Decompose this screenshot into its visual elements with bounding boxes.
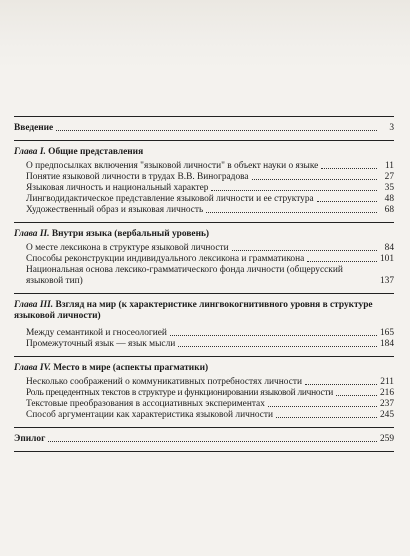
toc-entry-label: Понятие языковой личности в трудах В.В. Виноградова bbox=[26, 172, 249, 182]
toc-entry[interactable] bbox=[14, 172, 394, 183]
chapter-number: Глава I. bbox=[14, 147, 46, 157]
toc-entry-label: Национальная основа лексико-грамматического фонда личности (общерусский языковой тип) bbox=[26, 265, 343, 286]
leader-dots bbox=[206, 212, 377, 213]
chapter-title: Взгляд на мир (к характеристике лингвокогнитивного уровня в структуре языковой личности) bbox=[14, 300, 373, 321]
toc-entry[interactable] bbox=[14, 254, 394, 265]
toc-entry-label: Лингводидактическое представление языковой личности и ее структура bbox=[26, 194, 314, 204]
chapter-number: Глава III. bbox=[14, 300, 54, 310]
chapter-section bbox=[14, 223, 394, 293]
toc-entry-page: 11 bbox=[384, 161, 394, 171]
toc-entry[interactable] bbox=[14, 161, 394, 172]
toc-entry-label: Роль прецедентных текстов в структуре и функционировании языковой личности bbox=[26, 388, 334, 398]
toc-entry-label: О предпосылках включения "языковой личности" в объект науки о языке bbox=[26, 161, 319, 171]
leader-dots bbox=[268, 406, 377, 407]
chapter-title: Внутри языка (вербальный уровень) bbox=[51, 229, 210, 239]
toc-entry-label: Способы реконструкции индивидуального лексикона и грамматикона bbox=[26, 254, 305, 264]
leader-dots bbox=[307, 261, 377, 262]
toc-entry-label: О месте лексикона в структуре языковой личности bbox=[26, 243, 229, 253]
leader-dots bbox=[276, 417, 377, 418]
toc-entry[interactable] bbox=[14, 194, 394, 205]
toc-entry-page: 211 bbox=[380, 377, 394, 387]
toc-entry-label: Текстовые преобразования в ассоциативных экспериментах bbox=[26, 399, 265, 409]
toc-entry[interactable] bbox=[14, 388, 394, 399]
toc-entry-page: 84 bbox=[384, 243, 394, 253]
toc-entry[interactable] bbox=[14, 205, 394, 216]
toc-entry-label: Между семантикой и гносеологией bbox=[26, 328, 167, 338]
toc-entry[interactable] bbox=[14, 410, 394, 421]
toc-entry-page: 27 bbox=[384, 172, 394, 182]
chapter-number: Глава II. bbox=[14, 229, 50, 239]
leader-dots bbox=[321, 168, 377, 169]
toc-entry[interactable] bbox=[14, 328, 394, 339]
toc-entry-page: 184 bbox=[379, 339, 394, 349]
divider bbox=[14, 451, 394, 452]
toc-entry-label: Промежуточный язык — язык мысли bbox=[26, 339, 176, 349]
toc-entry-label: Эпилог bbox=[14, 434, 46, 444]
leader-dots bbox=[48, 441, 377, 442]
toc-entry-page: 137 bbox=[379, 276, 394, 286]
toc-entry-label: Введение bbox=[14, 123, 54, 133]
toc-entry[interactable] bbox=[14, 243, 394, 254]
toc-entry-label: Несколько соображений о коммуникативных потребностях личности bbox=[26, 377, 302, 387]
leader-dots bbox=[317, 201, 377, 202]
toc-entry[interactable] bbox=[14, 377, 394, 388]
chapter-heading[interactable] bbox=[14, 300, 394, 322]
leader-dots bbox=[178, 346, 377, 347]
chapter-number: Глава IV. bbox=[14, 363, 51, 373]
toc-entry-page: 48 bbox=[384, 194, 394, 204]
leader-dots bbox=[56, 130, 377, 131]
chapter-section bbox=[14, 357, 394, 427]
toc-entry-page: 68 bbox=[384, 205, 394, 215]
toc-entry-label: Художественный образ и языковая личность bbox=[26, 205, 204, 215]
leader-dots bbox=[305, 384, 377, 385]
toc-entry-page: 216 bbox=[379, 388, 394, 398]
toc-entry-page: 259 bbox=[379, 434, 394, 444]
toc-entry[interactable] bbox=[14, 183, 394, 194]
toc-entry-page: 3 bbox=[389, 123, 394, 133]
toc-entry[interactable] bbox=[14, 265, 394, 287]
chapter-heading[interactable] bbox=[14, 229, 394, 240]
toc-entry-label: Способ аргументации как характеристика языковой личности bbox=[26, 410, 274, 420]
toc-entry-page: 237 bbox=[379, 399, 394, 409]
chapter-heading[interactable] bbox=[14, 363, 394, 374]
toc-entry-page: 245 bbox=[379, 410, 394, 420]
chapter-heading[interactable] bbox=[14, 147, 394, 158]
leader-dots bbox=[336, 395, 377, 396]
leader-dots bbox=[170, 335, 377, 336]
toc-entry-page: 35 bbox=[384, 183, 394, 193]
toc-entry-epilogue[interactable] bbox=[14, 428, 394, 451]
chapter-section bbox=[14, 294, 394, 356]
leader-dots bbox=[232, 250, 377, 251]
toc-entry-page: 101 bbox=[379, 254, 394, 264]
chapter-title: Общие представления bbox=[48, 147, 144, 157]
toc-entry-intro[interactable] bbox=[14, 117, 394, 140]
table-of-contents bbox=[14, 116, 394, 452]
leader-dots bbox=[211, 190, 377, 191]
toc-entry-label: Языковая личность и национальный характер bbox=[26, 183, 209, 193]
toc-entry[interactable] bbox=[14, 399, 394, 410]
page-top-shadow bbox=[0, 0, 410, 70]
toc-entry-page: 165 bbox=[379, 328, 394, 338]
chapter-title: Место в мире (аспекты прагматики) bbox=[53, 363, 209, 373]
leader-dots bbox=[252, 179, 377, 180]
chapter-section bbox=[14, 141, 394, 222]
toc-entry[interactable] bbox=[14, 339, 394, 350]
